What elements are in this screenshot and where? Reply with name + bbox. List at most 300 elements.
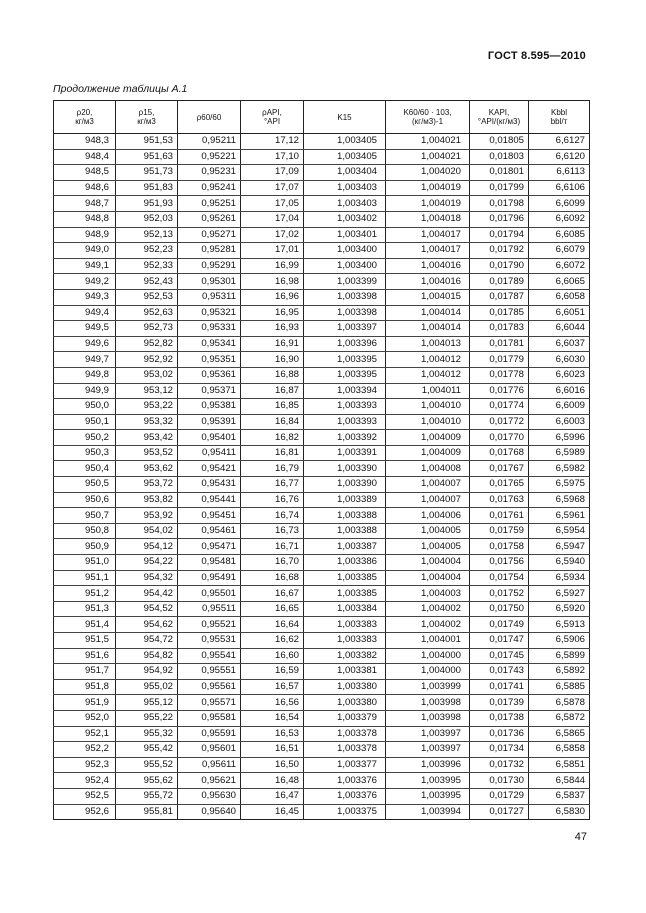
header-line1: ρ20, bbox=[76, 108, 93, 117]
table-cell: 16,96 bbox=[241, 289, 304, 305]
table-cell: 16,79 bbox=[241, 461, 304, 477]
table-cell: 0,95261 bbox=[178, 211, 241, 227]
table-cell: 1,003405 bbox=[304, 149, 386, 165]
table-cell: 6,5851 bbox=[529, 757, 590, 773]
table-cell: 954,72 bbox=[116, 633, 178, 649]
table-cell: 16,60 bbox=[241, 648, 304, 664]
table-cell: 1,003390 bbox=[304, 477, 386, 493]
table-cell: 0,01770 bbox=[470, 430, 529, 446]
header-line2: °API bbox=[263, 117, 281, 126]
table-body bbox=[54, 134, 590, 820]
table-cell: 952,2 bbox=[54, 742, 116, 758]
table-cell: 0,95561 bbox=[178, 679, 241, 695]
table-cell: 949,5 bbox=[54, 321, 116, 337]
table-cell: 0,01801 bbox=[470, 165, 529, 181]
table-cell: 17,12 bbox=[241, 134, 304, 150]
table-cell: 1,003394 bbox=[304, 383, 386, 399]
table-cell: 950,2 bbox=[54, 430, 116, 446]
table-cell: 1,003392 bbox=[304, 430, 386, 446]
table-cell: 1,003378 bbox=[304, 726, 386, 742]
table-cell: 0,95571 bbox=[178, 695, 241, 711]
table-cell: 1,004007 bbox=[386, 492, 470, 508]
table-cell: 6,5885 bbox=[529, 679, 590, 695]
table-cell: 952,53 bbox=[116, 289, 178, 305]
table-cell: 17,09 bbox=[241, 165, 304, 181]
table-row bbox=[54, 695, 590, 711]
table-cell: 1,003404 bbox=[304, 165, 386, 181]
table-cell: 0,01745 bbox=[470, 648, 529, 664]
table-cell: 0,95301 bbox=[178, 274, 241, 290]
table-cell: 0,01736 bbox=[470, 726, 529, 742]
table-row bbox=[54, 508, 590, 524]
table-cell: 1,004021 bbox=[386, 134, 470, 150]
table-cell: 952,33 bbox=[116, 258, 178, 274]
table-cell: 6,6023 bbox=[529, 367, 590, 383]
table-cell: 949,0 bbox=[54, 243, 116, 259]
table-cell: 6,5927 bbox=[529, 586, 590, 602]
table-cell: 950,0 bbox=[54, 399, 116, 415]
table-cell: 0,01799 bbox=[470, 180, 529, 196]
table-cell: 952,92 bbox=[116, 352, 178, 368]
table-row bbox=[54, 414, 590, 430]
table-cell: 17,04 bbox=[241, 211, 304, 227]
table-cell: 6,5913 bbox=[529, 617, 590, 633]
table-cell: 1,003391 bbox=[304, 445, 386, 461]
table-cell: 1,003393 bbox=[304, 399, 386, 415]
table-cell: 1,003390 bbox=[304, 461, 386, 477]
table-cell: 0,01738 bbox=[470, 710, 529, 726]
table-cell: 0,95351 bbox=[178, 352, 241, 368]
table-cell: 6,5920 bbox=[529, 601, 590, 617]
header-line1: ρ15, bbox=[138, 108, 155, 117]
header-line1: K60/60 · 103, bbox=[403, 108, 452, 117]
table-cell: 951,6 bbox=[54, 648, 116, 664]
table-cell: 950,1 bbox=[54, 414, 116, 430]
table-cell: 0,01763 bbox=[470, 492, 529, 508]
table-cell: 952,1 bbox=[54, 726, 116, 742]
table-cell: 955,22 bbox=[116, 710, 178, 726]
table-cell: 1,003380 bbox=[304, 695, 386, 711]
table-row bbox=[54, 757, 590, 773]
table-cell: 0,95441 bbox=[178, 492, 241, 508]
table-cell: 949,3 bbox=[54, 289, 116, 305]
table-cell: 955,52 bbox=[116, 757, 178, 773]
table-cell: 951,9 bbox=[54, 695, 116, 711]
document-code: ГОСТ 8.595—2010 bbox=[487, 50, 586, 62]
table-cell: 0,95371 bbox=[178, 383, 241, 399]
table-cell: 0,01785 bbox=[470, 305, 529, 321]
table-cell: 16,62 bbox=[241, 633, 304, 649]
table-cell: 1,003383 bbox=[304, 633, 386, 649]
table-cell: 0,95241 bbox=[178, 180, 241, 196]
header-line1: K15 bbox=[337, 112, 352, 122]
table-cell: 953,32 bbox=[116, 414, 178, 430]
table-cell: 0,01754 bbox=[470, 570, 529, 586]
table-cell: 950,6 bbox=[54, 492, 116, 508]
table-cell: 951,63 bbox=[116, 149, 178, 165]
table-row bbox=[54, 211, 590, 227]
table-cell: 0,95251 bbox=[178, 196, 241, 212]
table-row bbox=[54, 258, 590, 274]
column-header-rho15 bbox=[116, 101, 178, 134]
table-cell: 948,7 bbox=[54, 196, 116, 212]
table-cell: 6,5844 bbox=[529, 773, 590, 789]
table-row bbox=[54, 227, 590, 243]
table-cell: 0,95321 bbox=[178, 305, 241, 321]
table-cell: 0,01743 bbox=[470, 664, 529, 680]
table-cell: 6,5989 bbox=[529, 445, 590, 461]
table-cell: 0,01730 bbox=[470, 773, 529, 789]
table-cell: 17,01 bbox=[241, 243, 304, 259]
table-cell: 951,7 bbox=[54, 664, 116, 680]
table-cell: 1,003405 bbox=[304, 134, 386, 150]
table-cell: 1,004009 bbox=[386, 430, 470, 446]
table-cell: 1,003997 bbox=[386, 726, 470, 742]
column-header-rho60-60 bbox=[178, 101, 241, 134]
table-cell: 0,95611 bbox=[178, 757, 241, 773]
data-table bbox=[53, 100, 590, 820]
table-cell: 1,003401 bbox=[304, 227, 386, 243]
table-cell: 0,01787 bbox=[470, 289, 529, 305]
table-cell: 953,62 bbox=[116, 461, 178, 477]
table-cell: 1,004017 bbox=[386, 243, 470, 259]
table-row bbox=[54, 180, 590, 196]
column-header-k-bbl bbox=[529, 101, 590, 134]
column-header-rho20 bbox=[54, 101, 116, 134]
table-cell: 6,5892 bbox=[529, 664, 590, 680]
table-cell: 953,12 bbox=[116, 383, 178, 399]
table-cell: 1,003398 bbox=[304, 305, 386, 321]
table-cell: 6,6044 bbox=[529, 321, 590, 337]
table-cell: 951,3 bbox=[54, 601, 116, 617]
table-cell: 6,6016 bbox=[529, 383, 590, 399]
table-row bbox=[54, 726, 590, 742]
table-cell: 6,5996 bbox=[529, 430, 590, 446]
table-cell: 1,004012 bbox=[386, 352, 470, 368]
table-cell: 952,43 bbox=[116, 274, 178, 290]
header-line1: ρ60/60 bbox=[196, 112, 222, 122]
table-cell: 953,72 bbox=[116, 477, 178, 493]
table-cell: 0,95311 bbox=[178, 289, 241, 305]
table-cell: 0,95481 bbox=[178, 555, 241, 571]
table-cell: 955,62 bbox=[116, 773, 178, 789]
table-cell: 0,01789 bbox=[470, 274, 529, 290]
header-line2: кг/м3 bbox=[137, 117, 156, 126]
table-cell: 0,95451 bbox=[178, 508, 241, 524]
table-cell: 0,01772 bbox=[470, 414, 529, 430]
table-cell: 0,01798 bbox=[470, 196, 529, 212]
table-cell: 0,95421 bbox=[178, 461, 241, 477]
table-row bbox=[54, 336, 590, 352]
table-cell: 1,003383 bbox=[304, 617, 386, 633]
table-row bbox=[54, 305, 590, 321]
table-cell: 6,5954 bbox=[529, 523, 590, 539]
table-cell: 954,32 bbox=[116, 570, 178, 586]
table-cell: 0,95621 bbox=[178, 773, 241, 789]
table-cell: 1,004005 bbox=[386, 523, 470, 539]
table-row bbox=[54, 539, 590, 555]
table-cell: 16,87 bbox=[241, 383, 304, 399]
table-cell: 0,95581 bbox=[178, 710, 241, 726]
table-cell: 1,004012 bbox=[386, 367, 470, 383]
table-cell: 954,82 bbox=[116, 648, 178, 664]
table-cell: 954,22 bbox=[116, 555, 178, 571]
table-row bbox=[54, 617, 590, 633]
table-row bbox=[54, 243, 590, 259]
table-cell: 6,6065 bbox=[529, 274, 590, 290]
table-cell: 949,8 bbox=[54, 367, 116, 383]
table-cell: 948,5 bbox=[54, 165, 116, 181]
table-cell: 16,93 bbox=[241, 321, 304, 337]
table-cell: 1,004010 bbox=[386, 414, 470, 430]
table-cell: 16,88 bbox=[241, 367, 304, 383]
table-row bbox=[54, 570, 590, 586]
table-cell: 1,004021 bbox=[386, 149, 470, 165]
table-cell: 0,95271 bbox=[178, 227, 241, 243]
table-cell: 1,004004 bbox=[386, 570, 470, 586]
table-cell: 948,8 bbox=[54, 211, 116, 227]
table-cell: 1,003388 bbox=[304, 523, 386, 539]
table-cell: 6,6120 bbox=[529, 149, 590, 165]
table-cell: 953,42 bbox=[116, 430, 178, 446]
table-cell: 6,5837 bbox=[529, 788, 590, 804]
table-cell: 1,003384 bbox=[304, 601, 386, 617]
table-cell: 0,95551 bbox=[178, 664, 241, 680]
table-cell: 6,6003 bbox=[529, 414, 590, 430]
column-header-k60-60 bbox=[386, 101, 470, 134]
table-row bbox=[54, 664, 590, 680]
table-cell: 0,95491 bbox=[178, 570, 241, 586]
table-cell: 0,01756 bbox=[470, 555, 529, 571]
table-cell: 952,82 bbox=[116, 336, 178, 352]
header-line2: °API/(кг/м3) bbox=[477, 117, 521, 126]
table-cell: 949,7 bbox=[54, 352, 116, 368]
table-cell: 953,92 bbox=[116, 508, 178, 524]
table-cell: 1,003995 bbox=[386, 788, 470, 804]
table-cell: 0,95511 bbox=[178, 601, 241, 617]
table-cell: 0,01750 bbox=[470, 601, 529, 617]
table-cell: 0,01794 bbox=[470, 227, 529, 243]
table-cell: 6,5934 bbox=[529, 570, 590, 586]
table-cell: 16,68 bbox=[241, 570, 304, 586]
table-row bbox=[54, 274, 590, 290]
table-cell: 16,91 bbox=[241, 336, 304, 352]
table-cell: 949,9 bbox=[54, 383, 116, 399]
table-row bbox=[54, 352, 590, 368]
table-cell: 6,5878 bbox=[529, 695, 590, 711]
table-cell: 1,003375 bbox=[304, 804, 386, 820]
table-row bbox=[54, 523, 590, 539]
table-cell: 1,003382 bbox=[304, 648, 386, 664]
table-cell: 0,95521 bbox=[178, 617, 241, 633]
table-cell: 953,82 bbox=[116, 492, 178, 508]
table-cell: 0,95381 bbox=[178, 399, 241, 415]
table-row bbox=[54, 134, 590, 150]
table-cell: 952,23 bbox=[116, 243, 178, 259]
table-cell: 1,003379 bbox=[304, 710, 386, 726]
table-cell: 1,003389 bbox=[304, 492, 386, 508]
table-cell: 16,64 bbox=[241, 617, 304, 633]
table-cell: 948,4 bbox=[54, 149, 116, 165]
table-cell: 16,54 bbox=[241, 710, 304, 726]
table-cell: 0,95411 bbox=[178, 445, 241, 461]
table-cell: 0,01747 bbox=[470, 633, 529, 649]
table-cell: 1,003395 bbox=[304, 367, 386, 383]
table-cell: 0,01776 bbox=[470, 383, 529, 399]
table-cell: 1,003380 bbox=[304, 679, 386, 695]
table-cell: 949,2 bbox=[54, 274, 116, 290]
table-cell: 952,6 bbox=[54, 804, 116, 820]
table-cell: 0,01778 bbox=[470, 367, 529, 383]
table-cell: 0,95341 bbox=[178, 336, 241, 352]
table-cell: 6,5858 bbox=[529, 742, 590, 758]
table-cell: 16,53 bbox=[241, 726, 304, 742]
table-cell: 0,01761 bbox=[470, 508, 529, 524]
table-cell: 1,004020 bbox=[386, 165, 470, 181]
table-cell: 0,95640 bbox=[178, 804, 241, 820]
table-cell: 6,6030 bbox=[529, 352, 590, 368]
table-cell: 1,004007 bbox=[386, 477, 470, 493]
table-cell: 6,5940 bbox=[529, 555, 590, 571]
table-cell: 16,77 bbox=[241, 477, 304, 493]
table-cell: 0,01758 bbox=[470, 539, 529, 555]
table-cell: 0,01767 bbox=[470, 461, 529, 477]
table-cell: 0,01796 bbox=[470, 211, 529, 227]
header-line1: Kbbl bbox=[550, 108, 567, 117]
table-cell: 0,95291 bbox=[178, 258, 241, 274]
table-cell: 1,003395 bbox=[304, 352, 386, 368]
table-cell: 1,003997 bbox=[386, 742, 470, 758]
table-row bbox=[54, 742, 590, 758]
table-cell: 1,004008 bbox=[386, 461, 470, 477]
table-cell: 16,50 bbox=[241, 757, 304, 773]
table-cell: 1,004011 bbox=[386, 383, 470, 399]
table-row bbox=[54, 321, 590, 337]
column-header-k15 bbox=[304, 101, 386, 134]
table-cell: 1,003398 bbox=[304, 289, 386, 305]
table-cell: 6,6009 bbox=[529, 399, 590, 415]
table-cell: 1,004005 bbox=[386, 539, 470, 555]
table-cell: 1,003403 bbox=[304, 180, 386, 196]
table-cell: 0,01790 bbox=[470, 258, 529, 274]
table-cell: 16,76 bbox=[241, 492, 304, 508]
table-cell: 1,004002 bbox=[386, 601, 470, 617]
table-row bbox=[54, 399, 590, 415]
table-cell: 0,01739 bbox=[470, 695, 529, 711]
table-cell: 16,51 bbox=[241, 742, 304, 758]
table-cell: 16,57 bbox=[241, 679, 304, 695]
table-cell: 6,5906 bbox=[529, 633, 590, 649]
table-caption: Продолжение таблицы А.1 bbox=[53, 83, 188, 95]
table-row bbox=[54, 149, 590, 165]
table-cell: 17,07 bbox=[241, 180, 304, 196]
column-header-rho-api bbox=[241, 101, 304, 134]
table-cell: 948,9 bbox=[54, 227, 116, 243]
table-cell: 16,73 bbox=[241, 523, 304, 539]
table-cell: 16,59 bbox=[241, 664, 304, 680]
table-cell: 0,01783 bbox=[470, 321, 529, 337]
table-cell: 951,93 bbox=[116, 196, 178, 212]
table-cell: 951,1 bbox=[54, 570, 116, 586]
table-cell: 1,004018 bbox=[386, 211, 470, 227]
table-cell: 1,003385 bbox=[304, 586, 386, 602]
table-cell: 16,70 bbox=[241, 555, 304, 571]
table-cell: 1,003397 bbox=[304, 321, 386, 337]
table-cell: 0,01752 bbox=[470, 586, 529, 602]
table-cell: 951,53 bbox=[116, 134, 178, 150]
column-header-k-api bbox=[470, 101, 529, 134]
table-cell: 6,5975 bbox=[529, 477, 590, 493]
table-cell: 6,6106 bbox=[529, 180, 590, 196]
table-cell: 1,003403 bbox=[304, 196, 386, 212]
table-cell: 952,5 bbox=[54, 788, 116, 804]
table-cell: 952,03 bbox=[116, 211, 178, 227]
table-cell: 0,01803 bbox=[470, 149, 529, 165]
table-cell: 16,81 bbox=[241, 445, 304, 461]
table-cell: 1,004003 bbox=[386, 586, 470, 602]
table-cell: 1,003396 bbox=[304, 336, 386, 352]
table-row bbox=[54, 633, 590, 649]
header-line2: кг/м3 bbox=[75, 117, 94, 126]
table-cell: 6,5872 bbox=[529, 710, 590, 726]
table-cell: 951,83 bbox=[116, 180, 178, 196]
table-cell: 1,003998 bbox=[386, 710, 470, 726]
table-cell: 1,003377 bbox=[304, 757, 386, 773]
table-cell: 955,02 bbox=[116, 679, 178, 695]
table-cell: 16,98 bbox=[241, 274, 304, 290]
table-cell: 949,4 bbox=[54, 305, 116, 321]
table-cell: 1,003400 bbox=[304, 243, 386, 259]
table-cell: 6,5968 bbox=[529, 492, 590, 508]
table-cell: 0,01727 bbox=[470, 804, 529, 820]
table-cell: 6,6113 bbox=[529, 165, 590, 181]
table-cell: 0,95601 bbox=[178, 742, 241, 758]
table-cell: 950,7 bbox=[54, 508, 116, 524]
table-cell: 0,01732 bbox=[470, 757, 529, 773]
table-cell: 6,5982 bbox=[529, 461, 590, 477]
table-cell: 954,62 bbox=[116, 617, 178, 633]
table-cell: 6,6079 bbox=[529, 243, 590, 259]
table-cell: 1,003995 bbox=[386, 773, 470, 789]
table-cell: 17,02 bbox=[241, 227, 304, 243]
table-cell: 0,95591 bbox=[178, 726, 241, 742]
table-row bbox=[54, 788, 590, 804]
table-cell: 948,3 bbox=[54, 134, 116, 150]
table-cell: 1,004001 bbox=[386, 633, 470, 649]
table-cell: 0,01729 bbox=[470, 788, 529, 804]
table-cell: 954,42 bbox=[116, 586, 178, 602]
table-cell: 0,95531 bbox=[178, 633, 241, 649]
table-cell: 6,5947 bbox=[529, 539, 590, 555]
table-cell: 953,02 bbox=[116, 367, 178, 383]
table-cell: 954,52 bbox=[116, 601, 178, 617]
table-cell: 16,45 bbox=[241, 804, 304, 820]
table-row bbox=[54, 445, 590, 461]
table-cell: 6,6051 bbox=[529, 305, 590, 321]
table-cell: 1,003387 bbox=[304, 539, 386, 555]
header-line1: KAPI, bbox=[488, 108, 510, 117]
table-cell: 6,6058 bbox=[529, 289, 590, 305]
table-cell: 1,004009 bbox=[386, 445, 470, 461]
table-cell: 0,95501 bbox=[178, 586, 241, 602]
table-cell: 0,01759 bbox=[470, 523, 529, 539]
table-cell: 1,003999 bbox=[386, 679, 470, 695]
table-cell: 1,003399 bbox=[304, 274, 386, 290]
table-row bbox=[54, 679, 590, 695]
table-cell: 0,95461 bbox=[178, 523, 241, 539]
table-cell: 16,71 bbox=[241, 539, 304, 555]
table-row bbox=[54, 289, 590, 305]
